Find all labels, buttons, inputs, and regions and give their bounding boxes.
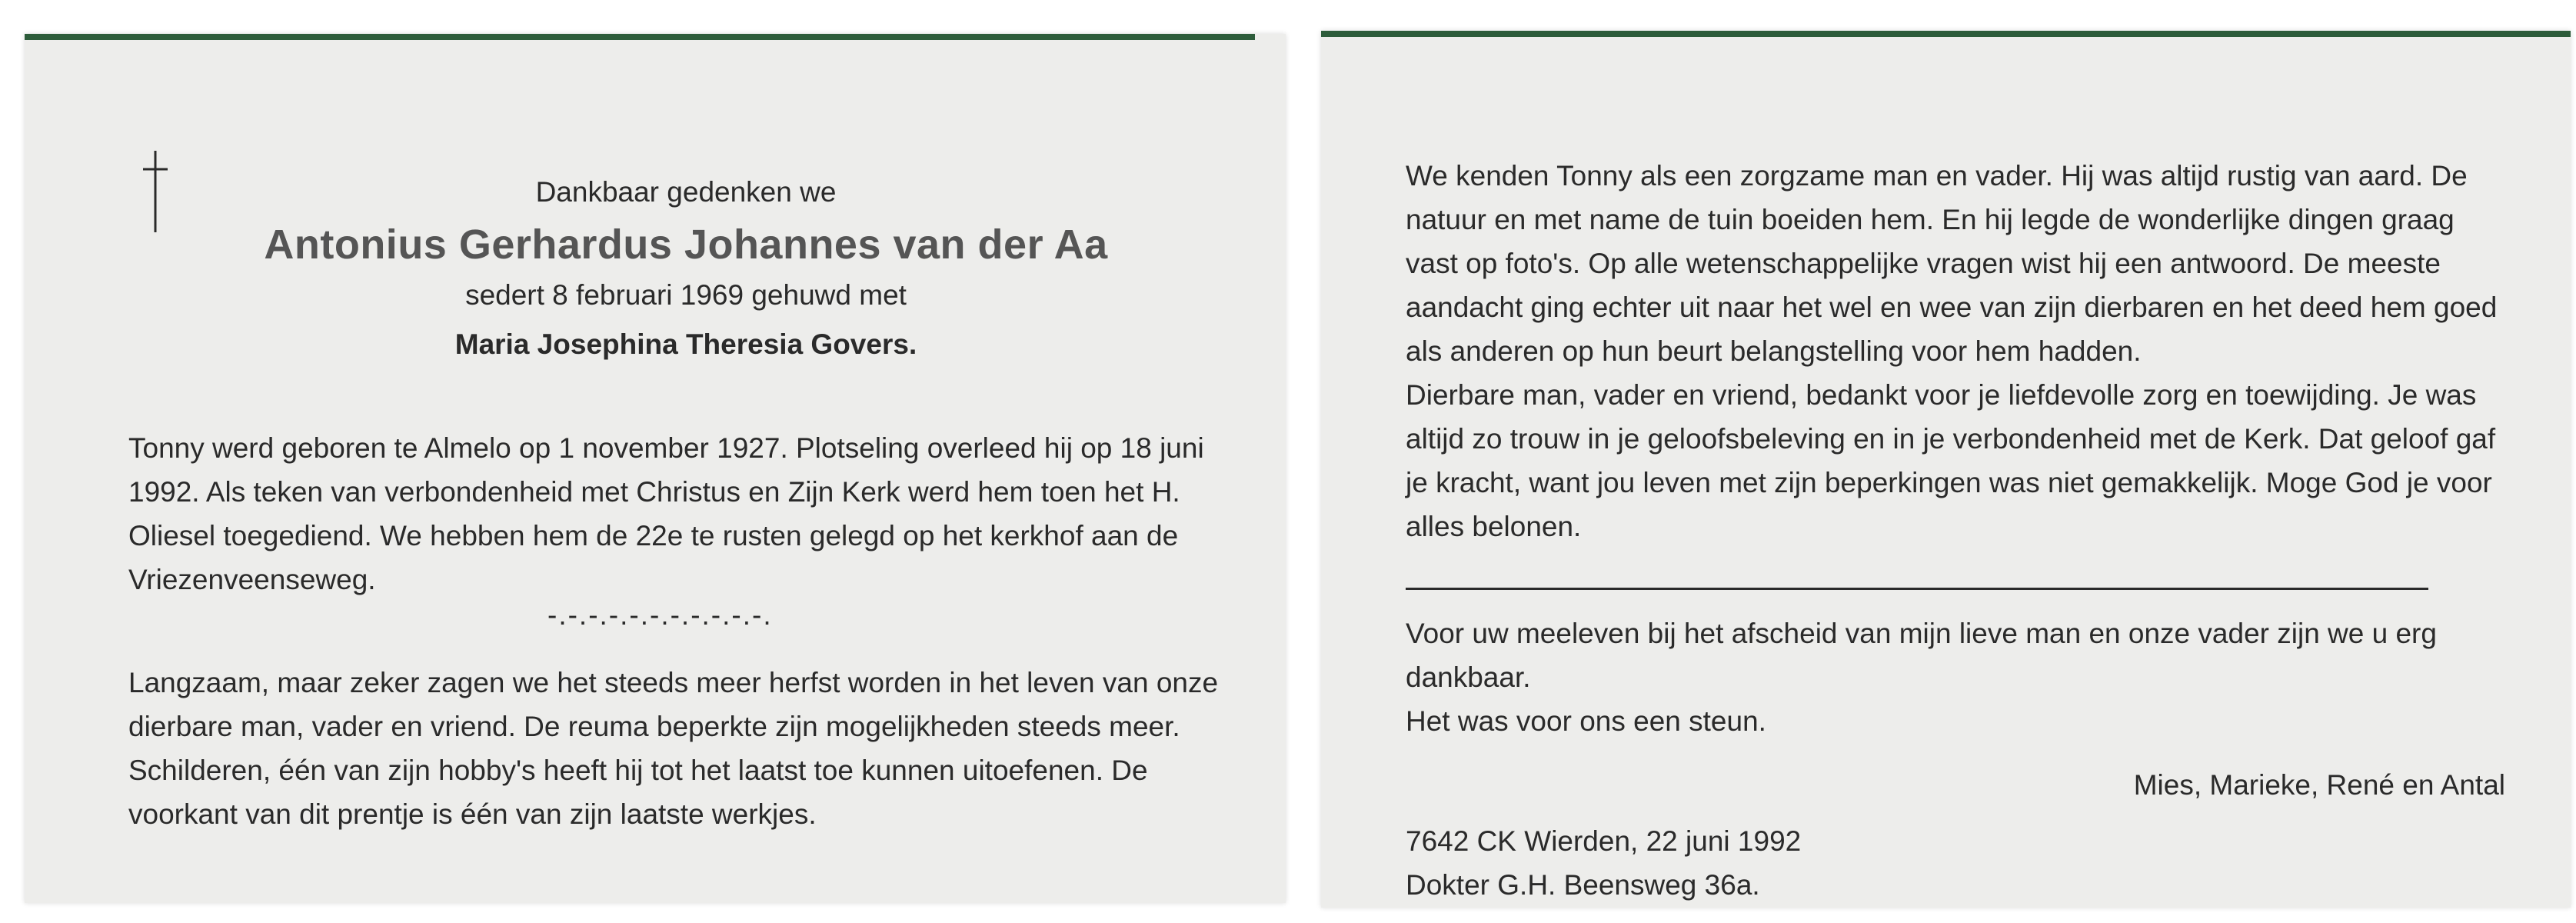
thanks-support-text: Het was voor ons een steun. <box>1406 705 1766 737</box>
reflection-paragraph: Langzaam, maar zeker zagen we het steeds meer herfst worden in het leven van onze dierbare man, vader en vriend. De reuma beperkte zijn mogelijkheden steeds meer. Schilderen, één van zijn hobby's heeft hij tot het laatst toe kunnen uitoefenen. De voorkant van dit prentje is één van zijn laatste werkjes. <box>128 667 1219 830</box>
farewell-paragraph: Dierbare man, vader en vriend, bedankt voor je liefdevolle zorg en toewijding. Je was altijd zo trouw in je geloofsbeleving en in je verbondenheid met de Kerk. Dat geloof gaf je kracht, want jou leven met zijn beperkingen was niet gemakkelijk. Moge God je voor alles belonen. <box>1406 379 2496 542</box>
thanks-block <box>1406 611 2513 743</box>
address-date-line: 7642 CK Wierden, 22 juni 1992 <box>1406 825 1802 857</box>
horizontal-rule <box>1406 588 2428 590</box>
card-top-edge <box>1321 31 2571 37</box>
address-block <box>1406 819 1801 907</box>
deceased-name: Antonius Gerhardus Johannes van der Aa <box>264 222 1108 268</box>
biography-paragraph: Tonny werd geboren te Almelo op 1 november 1927. Plotseling overleed hij op 18 juni 1992. Als teken van verbondenheid met Christus en Zijn Kerk werd hem toen het H. Oliesel toegediend. We hebben hem de 22e te rusten gelegd op het kerkhof aan de Vriezenveenseweg. <box>128 432 1204 595</box>
married-since-text: sedert 8 februari 1969 gehuwd met <box>465 279 907 311</box>
thanks-text: Voor uw meeleven bij het afscheid van mijn lieve man en onze vader zijn we u erg dankbaar. <box>1406 618 2437 693</box>
card-top-edge <box>25 34 1255 40</box>
memorial-card-left <box>25 34 1286 903</box>
character-paragraph: We kenden Tonny als een zorgzame man en vader. Hij was altijd rustig van aard. De natuur en met name de tuin boeiden hem. En hij legde de wonderlijke dingen graag vast op foto's. Op alle wetenschappelijke vragen wist hij een antwoord. De meeste aandacht ging echter uit naar het wel en wee van zijn dierbaren en het deed hem goed als anderen op hun beurt belangstelling voor hem hadden. <box>1406 160 2498 367</box>
memorial-card-right <box>1321 31 2571 908</box>
spouse-name: Maria Josephina Theresia Govers. <box>454 328 917 360</box>
signatories: Mies, Marieke, René en Antal <box>2133 769 2505 801</box>
address-street-line: Dokter G.H. Beensweg 36a. <box>1406 869 1760 901</box>
dashed-divider: -.-.-.-.-.-.-.-.-.-.-. <box>547 599 773 631</box>
intro-text: Dankbaar gedenken we <box>535 176 837 208</box>
card-header <box>25 176 1286 361</box>
